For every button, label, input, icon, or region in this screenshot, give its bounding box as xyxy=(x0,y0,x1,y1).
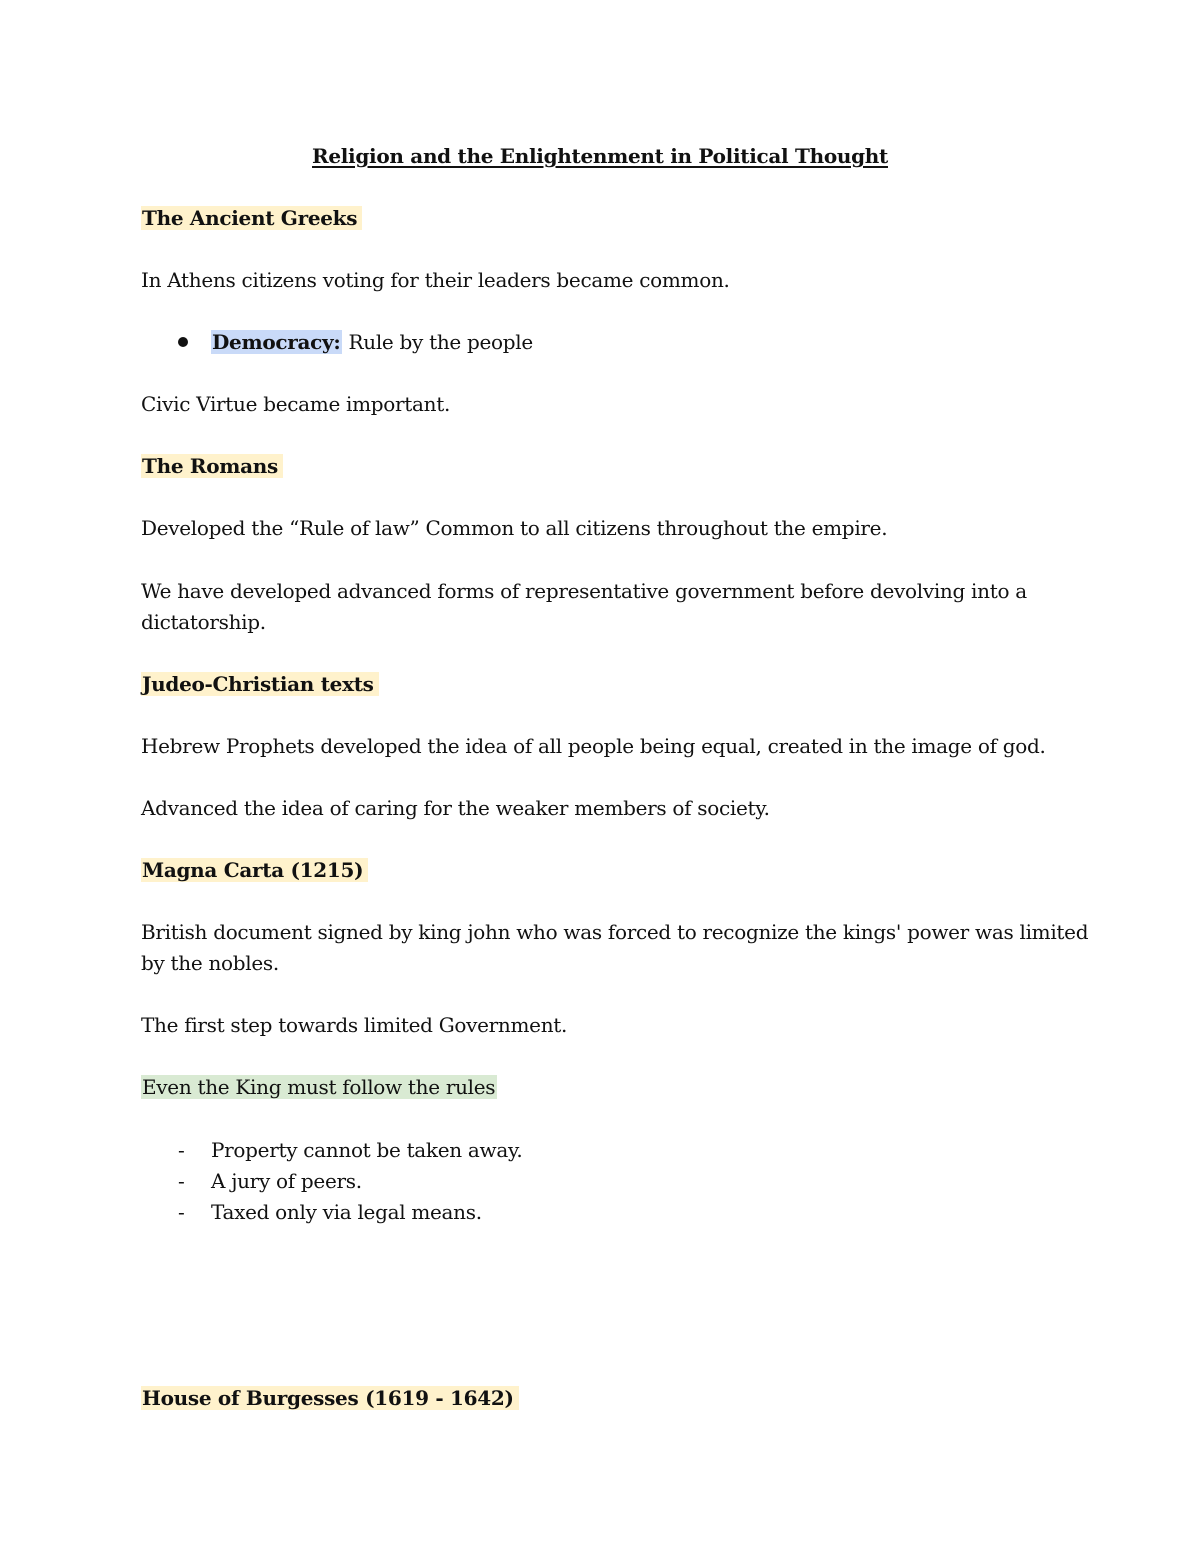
section-heading-greeks xyxy=(141,203,362,234)
heading-text: House of Burgesses (1619 - 1642) xyxy=(141,1386,519,1410)
section-heading-judeo xyxy=(141,669,379,700)
green-highlight: Even the King must follow the rules xyxy=(142,1075,496,1099)
term-highlight: Democracy: xyxy=(212,330,341,354)
heading-text: The Romans xyxy=(141,454,283,478)
heading-text: The Ancient Greeks xyxy=(141,206,362,230)
document-title: Religion and the Enlightenment in Political Thought xyxy=(312,144,888,168)
section-heading-romans xyxy=(141,451,283,482)
list-item: A jury of peers. xyxy=(211,1169,362,1193)
dash-marker: - xyxy=(178,1169,185,1193)
heading-text: Magna Carta (1215) xyxy=(141,858,368,882)
paragraph-line: by the nobles. xyxy=(141,951,279,975)
dash-marker: - xyxy=(178,1200,185,1224)
list-item: Taxed only via legal means. xyxy=(211,1200,482,1224)
paragraph-line: British document signed by king john who was forced to recognize the kings' power was limited xyxy=(141,920,1089,944)
paragraph: The first step towards limited Government. xyxy=(141,1013,568,1037)
paragraph: Civic Virtue became important. xyxy=(141,392,451,416)
paragraph: In Athens citizens voting for their leaders became common. xyxy=(141,268,730,292)
list-item: Property cannot be taken away. xyxy=(211,1138,523,1162)
heading-text: Judeo-Christian texts xyxy=(141,672,379,696)
paragraph: Developed the “Rule of law” Common to all citizens throughout the empire. xyxy=(141,516,888,540)
dash-marker: - xyxy=(178,1138,185,1162)
paragraph: Hebrew Prophets developed the idea of all people being equal, created in the image of god. xyxy=(141,734,1046,758)
paragraph: Advanced the idea of caring for the weaker members of society. xyxy=(141,796,770,820)
highlighted-statement xyxy=(141,1072,497,1103)
term-definition: Rule by the people xyxy=(342,330,533,354)
paragraph-line: We have developed advanced forms of representative government before devolving into a xyxy=(141,579,1027,603)
section-heading-magna-carta xyxy=(141,855,368,886)
bullet-icon xyxy=(178,337,188,347)
paragraph-line: dictatorship. xyxy=(141,610,266,634)
section-heading-burgesses xyxy=(141,1383,519,1414)
bullet-item-democracy xyxy=(211,327,533,358)
